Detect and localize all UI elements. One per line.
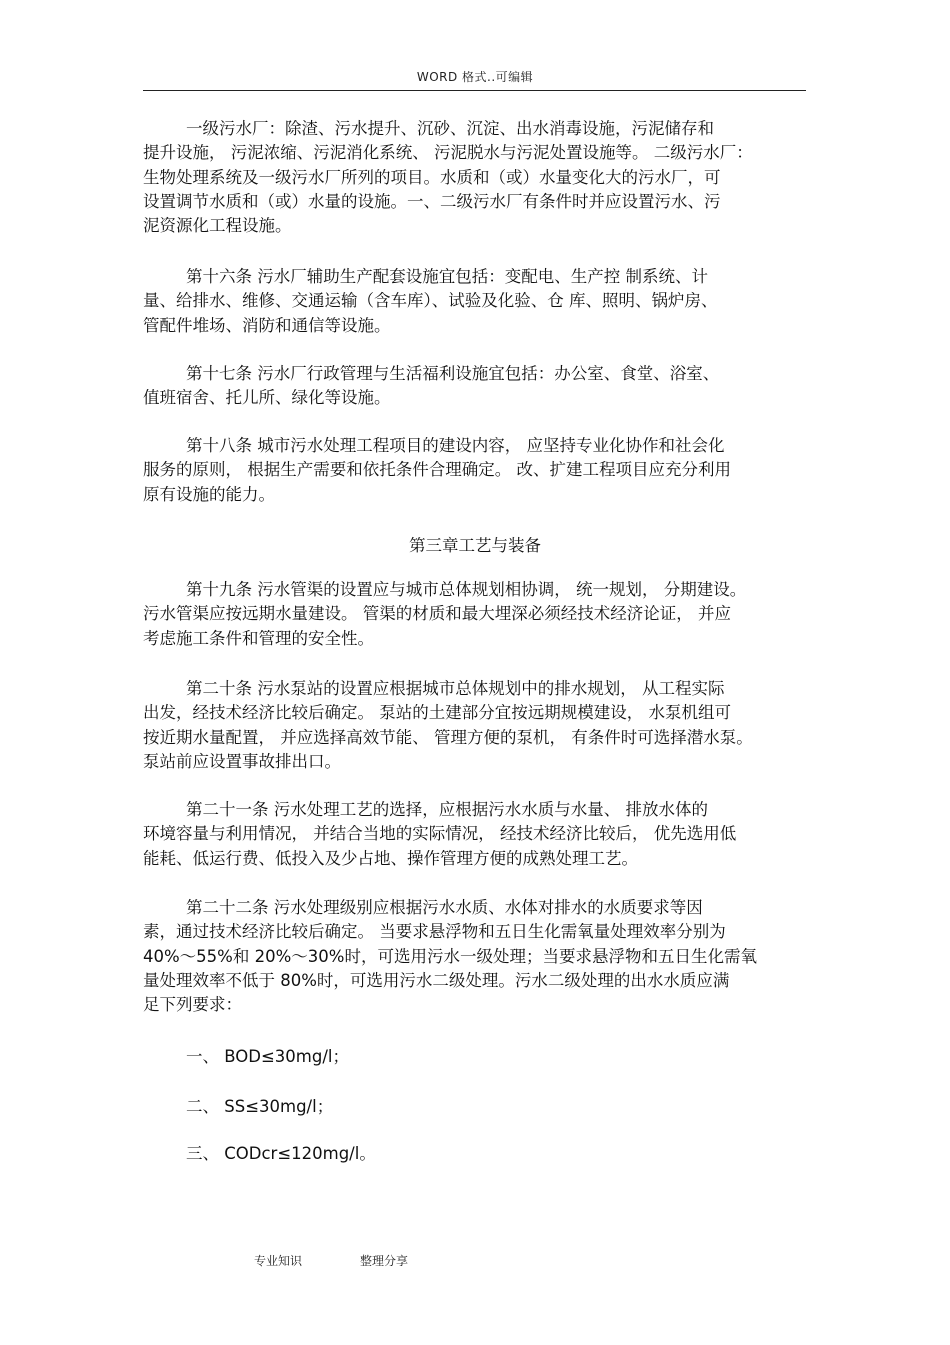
header-divider (143, 90, 806, 91)
article-20 (143, 677, 808, 774)
paragraph-line: 污水管渠应按远期水量建设。 管渠的材质和最大埋深必须经技术经济论证， 并应 (143, 604, 731, 624)
paragraph-line: 第二十一条 污水处理工艺的选择，应根据污水水质与水量、 排放水体的 (186, 800, 708, 819)
paragraph-line: 足下列要求： (143, 995, 242, 1015)
paragraph-line: 提升设施， 污泥浓缩、污泥消化系统、 污泥脱水与污泥处置设施等。 二级污水厂： (143, 143, 753, 163)
article-21 (143, 798, 808, 871)
paragraph-line: 泵站前应设置事故排出口。 (143, 751, 341, 771)
paragraph-line: 一级污水厂：除渣、污水提升、沉砂、沉淀、出水消毒设施，污泥储存和 (186, 119, 714, 138)
paragraph-line: 出发，经技术经济比较后确定。 泵站的土建部分宜按远期规模建设， 水泵机组可 (143, 703, 731, 723)
paragraph-line: 考虑施工条件和管理的安全性。 (143, 628, 374, 648)
paragraph-line: 能耗、低运行费、低投入及少占地、操作管理方便的成熟处理工艺。 (143, 848, 638, 868)
article-22 (143, 896, 808, 1017)
paragraph-line: 第十九条 污水管渠的设置应与城市总体规划相协调， 统一规划， 分期建设。 (186, 580, 747, 599)
requirement-ss: 二、 SS≤30mg/l； (186, 1097, 334, 1116)
paragraph-line: 设置调节水质和（或）水量的设施。一、二级污水厂有条件时并应设置污水、污 (143, 191, 721, 211)
paragraph-line: 服务的原则， 根据生产需要和依托条件合理确定。 改、扩建工程项目应充分利用 (143, 460, 731, 480)
requirement-bod: 一、 BOD≤30mg/l； (186, 1047, 349, 1066)
paragraph-line: 原有设施的能力。 (143, 484, 275, 504)
paragraph-first-level-plant (143, 117, 808, 238)
paragraph-line: 第二十条 污水泵站的设置应根据城市总体规划中的排水规划， 从工程实际 (186, 679, 725, 698)
paragraph-line: 第十六条 污水厂辅助生产配套设施宜包括：变配电、生产控 制系统、计 (186, 267, 708, 286)
page-header: WORD 格式..可编辑 (416, 70, 534, 84)
paragraph-line: 第二十二条 污水处理级别应根据污水水质、水体对排水的水质要求等因 (186, 898, 703, 917)
paragraph-line: 按近期水量配置， 并应选择高效节能、 管理方便的泵机， 有条件时可选择潜水泵。 (143, 727, 753, 747)
paragraph-line: 生物处理系统及一级污水厂所列的项目。水质和（或）水量变化大的污水厂，可 (143, 167, 721, 187)
paragraph-line: 泥资源化工程设施。 (143, 216, 292, 236)
paragraph-line: 量、给排水、维修、交通运输（含车库）、试验及化验、仓 库、照明、锅炉房、 (143, 291, 718, 311)
paragraph-line: 40%～55%和 20%～30%时，可选用污水一级处理；当要求悬浮物和五日生化需氧 (143, 946, 757, 966)
article-19 (143, 578, 808, 651)
paragraph-line: 素，通过技术经济比较后确定。 当要求悬浮物和五日生化需氧量处理效率分别为 (143, 922, 726, 942)
paragraph-line: 管配件堆场、消防和通信等设施。 (143, 315, 391, 335)
paragraph-line: 量处理效率不低于 80%时，可选用污水二级处理。污水二级处理的出水水质应满 (143, 970, 730, 990)
requirement-codcr: 三、 CODcr≤120mg/l。 (186, 1144, 376, 1163)
footer-right: 整理分享 (360, 1254, 409, 1268)
article-18 (143, 434, 808, 507)
paragraph-line: 第十八条 城市污水处理工程项目的建设内容， 应坚持专业化协作和社会化 (186, 436, 725, 455)
paragraph-line: 值班宿舍、托儿所、绿化等设施。 (143, 388, 391, 408)
footer-left: 专业知识 (254, 1254, 303, 1268)
chapter-heading: 第三章工艺与装备 (409, 536, 541, 555)
article-16 (143, 265, 808, 338)
paragraph-line: 第十七条 污水厂行政管理与生活福利设施宜包括：办公室、食堂、浴室、 (186, 364, 720, 383)
article-17 (143, 362, 808, 411)
paragraph-line: 环境容量与利用情况， 并结合当地的实际情况， 经技术经济比较后， 优先选用低 (143, 824, 737, 844)
